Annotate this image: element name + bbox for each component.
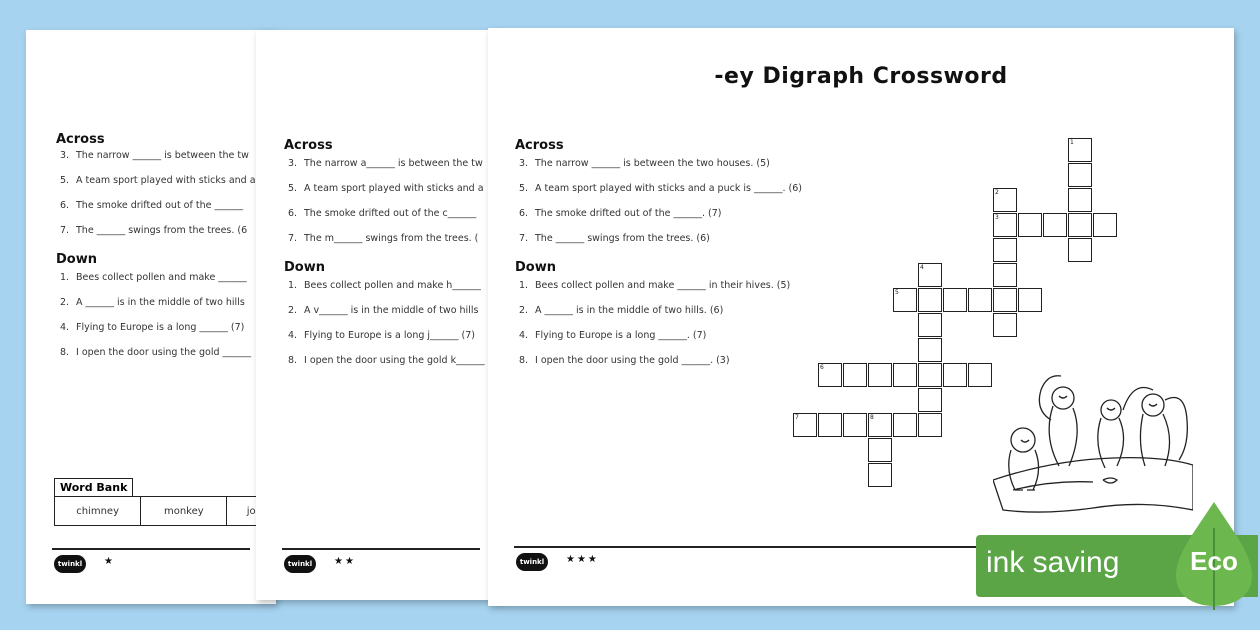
worksheet-page-2 [256, 30, 506, 600]
clue-text: The narrow ______ is between the tw [76, 150, 249, 161]
clue-text: The ______ swings from the trees. (6) [535, 233, 710, 244]
clue-text: I open the door using the gold ______ [76, 347, 252, 358]
across-heading: Across [515, 138, 564, 153]
crossword-cell[interactable] [893, 413, 917, 437]
crossword-cell[interactable] [1068, 188, 1092, 212]
crossword-cell[interactable] [993, 263, 1017, 287]
clue-number: 8. [60, 347, 70, 358]
clue-text: Flying to Europe is a long j______ (7) [304, 330, 476, 341]
clue-text: A team sport played with sticks and a puck is ______. (6) [535, 183, 802, 194]
clue-text: The m______ swings from the trees. ( [304, 233, 479, 244]
crossword-cell[interactable] [943, 363, 967, 387]
crossword-cell[interactable] [918, 363, 942, 387]
crossword-cell[interactable] [918, 413, 942, 437]
clue-text: The narrow ______ is between the two houses. (5) [535, 158, 770, 169]
crossword-cell[interactable] [1068, 238, 1092, 262]
across-heading: Across [56, 132, 105, 147]
crossword-cell[interactable] [1068, 138, 1092, 162]
crossword-cell[interactable] [993, 288, 1017, 312]
cell-number: 2 [995, 189, 999, 196]
clue-number: 7. [288, 233, 298, 244]
clue-line [60, 297, 245, 308]
clue-number: 6. [519, 208, 529, 219]
clue-line [60, 150, 249, 161]
crossword-cell[interactable] [1093, 213, 1117, 237]
word-bank-word: chimney [55, 497, 141, 525]
clue-text: I open the door using the gold k______ [304, 355, 485, 366]
crossword-cell[interactable] [868, 438, 892, 462]
clue-number: 8. [519, 355, 529, 366]
crossword-cell[interactable] [793, 413, 817, 437]
clue-text: The smoke drifted out of the ______. (7) [535, 208, 722, 219]
crossword-cell[interactable] [893, 363, 917, 387]
clue-line [519, 330, 706, 341]
twinkl-logo: twinkl [516, 553, 548, 571]
clue-line [60, 200, 243, 211]
down-heading: Down [56, 252, 97, 267]
crossword-cell[interactable] [1018, 213, 1042, 237]
clue-line [288, 233, 478, 244]
cell-number: 4 [920, 264, 924, 271]
clue-line [519, 233, 710, 244]
clue-text: A ______ is in the middle of two hills. (6) [535, 305, 724, 316]
crossword-cell[interactable] [818, 413, 842, 437]
eco-label: Eco [1190, 546, 1238, 576]
eco-leaf-icon [1170, 498, 1258, 610]
cell-number: 8 [870, 414, 874, 421]
clue-line [60, 347, 251, 358]
clue-text: A team sport played with sticks and a [76, 175, 256, 186]
clue-number: 8. [288, 355, 298, 366]
crossword-cell[interactable] [993, 188, 1017, 212]
clue-text: The smoke drifted out of the c______ [304, 208, 477, 219]
clue-text: Flying to Europe is a long ______. (7) [535, 330, 707, 341]
crossword-cell[interactable] [918, 313, 942, 337]
clue-line [288, 158, 483, 169]
clue-text: Bees collect pollen and make h______ [304, 280, 481, 291]
crossword-cell[interactable] [993, 238, 1017, 262]
clue-number: 2. [288, 305, 298, 316]
worksheet-page-1 [26, 30, 276, 604]
clue-text: The ______ swings from the trees. (6 [76, 225, 248, 236]
crossword-cell[interactable] [843, 413, 867, 437]
crossword-cell[interactable] [868, 413, 892, 437]
footer-rule [282, 548, 480, 550]
crossword-cell[interactable] [993, 313, 1017, 337]
twinkl-logo: twinkl [284, 555, 316, 573]
cell-number: 3 [995, 214, 999, 221]
footer-rule [52, 548, 250, 550]
clue-number: 3. [288, 158, 298, 169]
worksheet-page-3 [488, 28, 1234, 606]
clue-text: Flying to Europe is a long ______ (7) [76, 322, 245, 333]
clue-number: 7. [519, 233, 529, 244]
clue-text: A team sport played with sticks and a [304, 183, 484, 194]
clue-line [519, 280, 790, 291]
crossword-cell[interactable] [918, 263, 942, 287]
crossword-cell[interactable] [893, 288, 917, 312]
cell-number: 7 [795, 414, 799, 421]
crossword-cell[interactable] [918, 338, 942, 362]
cell-number: 6 [820, 364, 824, 371]
crossword-cell[interactable] [818, 363, 842, 387]
page-title: -ey Digraph Crossword [714, 64, 1008, 89]
clue-text: I open the door using the gold ______. (3) [535, 355, 730, 366]
clue-line [288, 183, 484, 194]
clue-text: Bees collect pollen and make ______ [76, 272, 247, 283]
difficulty-stars: ★★ [334, 556, 356, 567]
crossword-cell[interactable] [1018, 288, 1042, 312]
crossword-cell[interactable] [868, 363, 892, 387]
down-heading: Down [284, 260, 325, 275]
clue-line [519, 305, 723, 316]
crossword-cell[interactable] [943, 288, 967, 312]
clue-number: 1. [519, 280, 529, 291]
clue-text: Bees collect pollen and make ______ in their hives. (5) [535, 280, 791, 291]
clue-number: 3. [60, 150, 70, 161]
clue-text: The narrow a______ is between the tw [304, 158, 483, 169]
clue-number: 1. [288, 280, 298, 291]
clue-number: 5. [60, 175, 70, 186]
difficulty-stars: ★ [104, 556, 115, 567]
clue-line [288, 355, 485, 366]
clue-line [519, 158, 770, 169]
crossword-cell[interactable] [843, 363, 867, 387]
word-bank-title: Word Bank [54, 478, 133, 496]
crossword-cell[interactable] [1068, 213, 1092, 237]
clue-number: 5. [288, 183, 298, 194]
clue-number: 6. [60, 200, 70, 211]
clue-number: 4. [288, 330, 298, 341]
word-bank-word: jo [246, 505, 256, 517]
clue-text: A v______ is in the middle of two hills [304, 305, 479, 316]
clue-number: 1. [60, 272, 70, 283]
clue-line [519, 355, 730, 366]
clue-line [60, 175, 256, 186]
crossword-cell[interactable] [918, 288, 942, 312]
clue-number: 3. [519, 158, 529, 169]
clue-line [519, 208, 721, 219]
clue-number: 2. [519, 305, 529, 316]
clue-line [519, 183, 802, 194]
clue-number: 5. [519, 183, 529, 194]
clue-number: 4. [60, 322, 70, 333]
crossword-cell[interactable] [993, 213, 1017, 237]
clue-line [60, 322, 244, 333]
clue-line [288, 330, 475, 341]
crossword-cell[interactable] [968, 363, 992, 387]
twinkl-logo: twinkl [54, 555, 86, 573]
clue-number: 6. [288, 208, 298, 219]
difficulty-stars: ★★★ [566, 554, 599, 565]
clue-line [288, 208, 476, 219]
clue-text: The smoke drifted out of the ______ [76, 200, 243, 211]
cell-number: 5 [895, 289, 899, 296]
word-bank [54, 476, 276, 526]
cell-number: 1 [1070, 139, 1074, 146]
crossword-cell[interactable] [1043, 213, 1067, 237]
clue-line [60, 272, 247, 283]
clue-line [288, 280, 481, 291]
crossword-cell[interactable] [1068, 163, 1092, 187]
crossword-cell[interactable] [918, 388, 942, 412]
clue-number: 7. [60, 225, 70, 236]
clue-line [288, 305, 478, 316]
clue-line [60, 225, 247, 236]
clue-text: A ______ is in the middle of two hills [76, 297, 245, 308]
word-bank-word: monkey [141, 497, 227, 525]
crossword-cell[interactable] [968, 288, 992, 312]
clue-number: 4. [519, 330, 529, 341]
down-heading: Down [515, 260, 556, 275]
clue-number: 2. [60, 297, 70, 308]
monkeys-illustration [993, 370, 1193, 520]
ink-saving-label: ink saving [986, 546, 1120, 579]
across-heading: Across [284, 138, 333, 153]
crossword-cell[interactable] [868, 463, 892, 487]
